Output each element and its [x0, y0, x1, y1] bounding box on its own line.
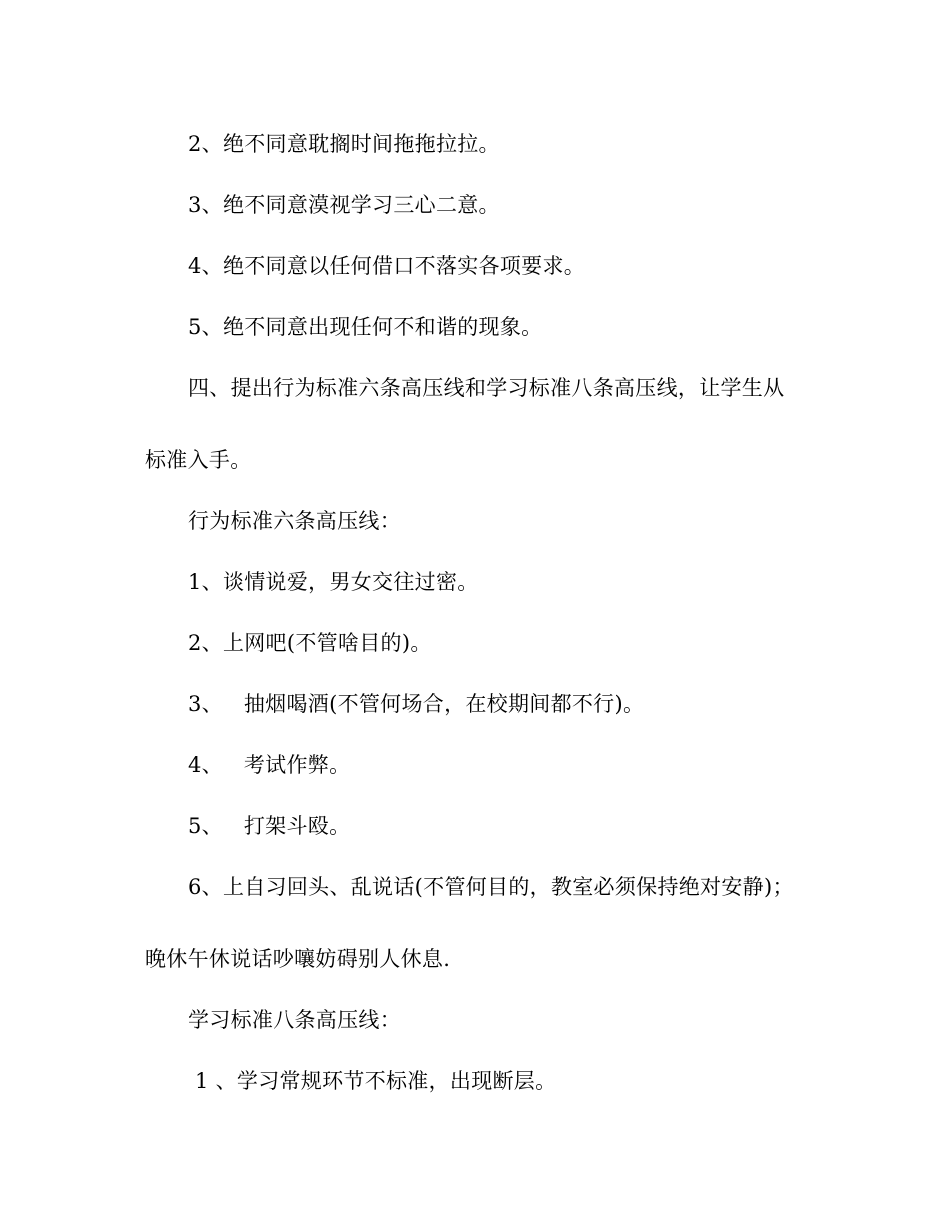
behavior-item-3: 3、 抽烟喝酒(不管何场合，在校期间都不行)。 — [188, 692, 645, 716]
rule-item-2: 2、绝不同意耽搁时间拖拖拉拉。 — [188, 132, 500, 156]
rule-item-3: 3、绝不同意漠视学习三心二意。 — [188, 193, 500, 217]
behavior-standard-heading: 行为标准六条高压线： — [188, 509, 401, 533]
behavior-item-6-continued: 晚休午休说话吵嚷妨碍别人休息. — [145, 947, 451, 971]
behavior-item-1: 1、谈情说爱，男女交往过密。 — [188, 570, 479, 594]
study-standard-heading: 学习标准八条高压线： — [188, 1008, 401, 1032]
rule-item-5: 5、绝不同意出现任何不和谐的现象。 — [188, 315, 543, 339]
behavior-item-2: 2、上网吧(不管啥目的)。 — [188, 631, 432, 655]
rule-item-4: 4、绝不同意以任何借口不落实各项要求。 — [188, 254, 586, 278]
section-four-heading-continued: 标准入手。 — [145, 448, 252, 472]
behavior-item-6: 6、上自习回头、乱说话(不管何目的，教室必须保持绝对安静)； — [188, 875, 794, 899]
behavior-item-4: 4、 考试作弊。 — [188, 753, 351, 777]
behavior-item-5: 5、 打架斗殴。 — [188, 814, 351, 838]
study-item-1: 1 、学习常规环节不标准，出现断层。 — [188, 1069, 557, 1093]
section-four-heading: 四、提出行为标准六条高压线和学习标准八条高压线，让学生从 — [188, 376, 785, 400]
